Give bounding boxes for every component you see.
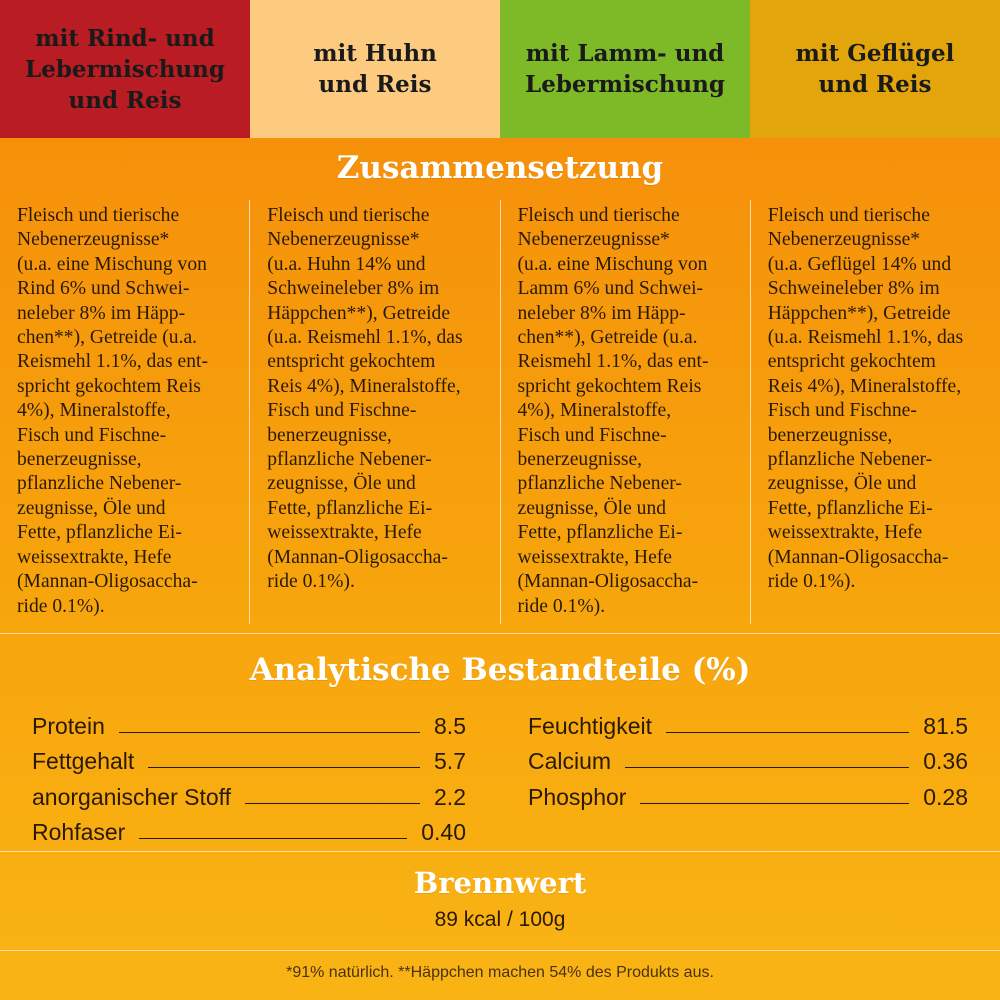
leader-line [245, 803, 420, 804]
composition-column-poultry: Fleisch und tierische Nebenerzeugnisse* (u.a. Geflügel 14% und Schweineleber 8% im Häppchen**), Getreide (u.a. Reismehl 1.1%, das entspricht gekochtem Reis 4%), Mineralstoffe, Fisch und Fischne- benerzeugnisse, pflanzliche Nebener- zeugnisse, Öle und Fette, pflanzliche Ei- weissextrakte, Hefe (Mannan-Oligosaccha- ride 0.1%). [750, 200, 1000, 624]
leader-line [119, 732, 420, 733]
divider [0, 851, 1000, 852]
nutrient-row [32, 740, 466, 776]
energy-value: 89 kcal / 100g [434, 908, 566, 931]
nutrient-value: 8.5 [434, 712, 466, 739]
composition-column-lamb: Fleisch und tierische Nebenerzeugnisse* (u.a. eine Mischung von Lamm 6% und Schwei- neleber 8% im Häpp- chen**), Getreide (u.a. Reismehl 1.1%, das ent- spricht gekochtem Reis 4%), Mineralstoffe, Fisch und Fischne- benerzeugnisse, pflanzliche Nebener- zeugnisse, Öle und Fette, pflanzliche Ei- weissextrakte, Hefe (Mannan-Oligosaccha- ride 0.1%). [500, 200, 750, 624]
nutrient-label: Fettgehalt [32, 748, 135, 774]
leader-line [625, 767, 909, 768]
nutrient-value: 5.7 [434, 748, 466, 774]
variant-header [0, 0, 1000, 138]
nutrient-label: Protein [32, 712, 105, 739]
nutrient-label: Phosphor [528, 783, 627, 810]
nutrient-row [32, 811, 466, 847]
nutrient-label: Feuchtigkeit [528, 712, 653, 739]
footnote: *91% natürlich. **Häppchen machen 54% des Produkts aus. [286, 964, 714, 981]
nutrient-value: 2.2 [434, 783, 466, 810]
composition-column-beef: Fleisch und tierische Nebenerzeugnisse* (u.a. eine Mischung von Rind 6% und Schwei- neleber 8% im Häpp- chen**), Getreide (u.a. Reismehl 1.1%, das ent- spricht gekochtem Reis 4%), Mineralstoffe, Fisch und Fischne- benerzeugnisse, pflanzliche Nebener- zeugnisse, Öle und Fette, pflanzliche Ei- weissextrakte, Hefe (Mannan-Oligosaccha- ride 0.1%). [17, 205, 209, 617]
leader-line [640, 803, 909, 804]
nutrient-label: Calcium [528, 748, 612, 774]
nutrient-value: 81.5 [923, 712, 968, 739]
nutrient-value: 0.36 [923, 748, 968, 774]
nutrient-value: 0.40 [421, 819, 466, 845]
composition-title: Zusammensetzung [336, 150, 664, 186]
analysis-right-list [528, 704, 968, 811]
variant-lamb-liver: mit Lamm- und Lebermischung [500, 0, 750, 138]
nutrient-label: anorganischer Stoff [32, 783, 232, 810]
nutrient-row [32, 704, 466, 740]
variant-beef-liver: mit Rind- und Lebermischung und Reis [0, 0, 250, 138]
composition-columns [0, 200, 1000, 624]
nutrient-row [528, 704, 968, 740]
composition-column-chicken: Fleisch und tierische Nebenerzeugnisse* (u.a. Huhn 14% und Schweineleber 8% im Häppchen**), Getreide (u.a. Reismehl 1.1%, das entspricht gekochtem Reis 4%), Mineralstoffe, Fisch und Fischne- benerzeugnisse, pflanzliche Nebener- zeugnisse, Öle und Fette, pflanzliche Ei- weissextrakte, Hefe (Mannan-Oligosaccha- ride 0.1%). [249, 200, 499, 624]
leader-line [148, 767, 420, 768]
variant-chicken: mit Huhn und Reis [250, 0, 500, 138]
nutrient-value: 0.28 [923, 783, 968, 810]
nutrient-row [32, 775, 466, 811]
analysis-left-list [32, 704, 466, 846]
divider [0, 950, 1000, 951]
energy-title: Brennwert [413, 866, 587, 900]
nutrient-label: Rohfaser [32, 819, 126, 845]
divider [0, 633, 1000, 634]
leader-line [666, 732, 909, 733]
nutrient-row [528, 740, 968, 776]
analysis-title: Analytische Bestandteile (%) [249, 652, 751, 688]
nutrient-row [528, 775, 968, 811]
leader-line [139, 838, 407, 839]
variant-poultry: mit Geflügel und Reis [750, 0, 1000, 138]
